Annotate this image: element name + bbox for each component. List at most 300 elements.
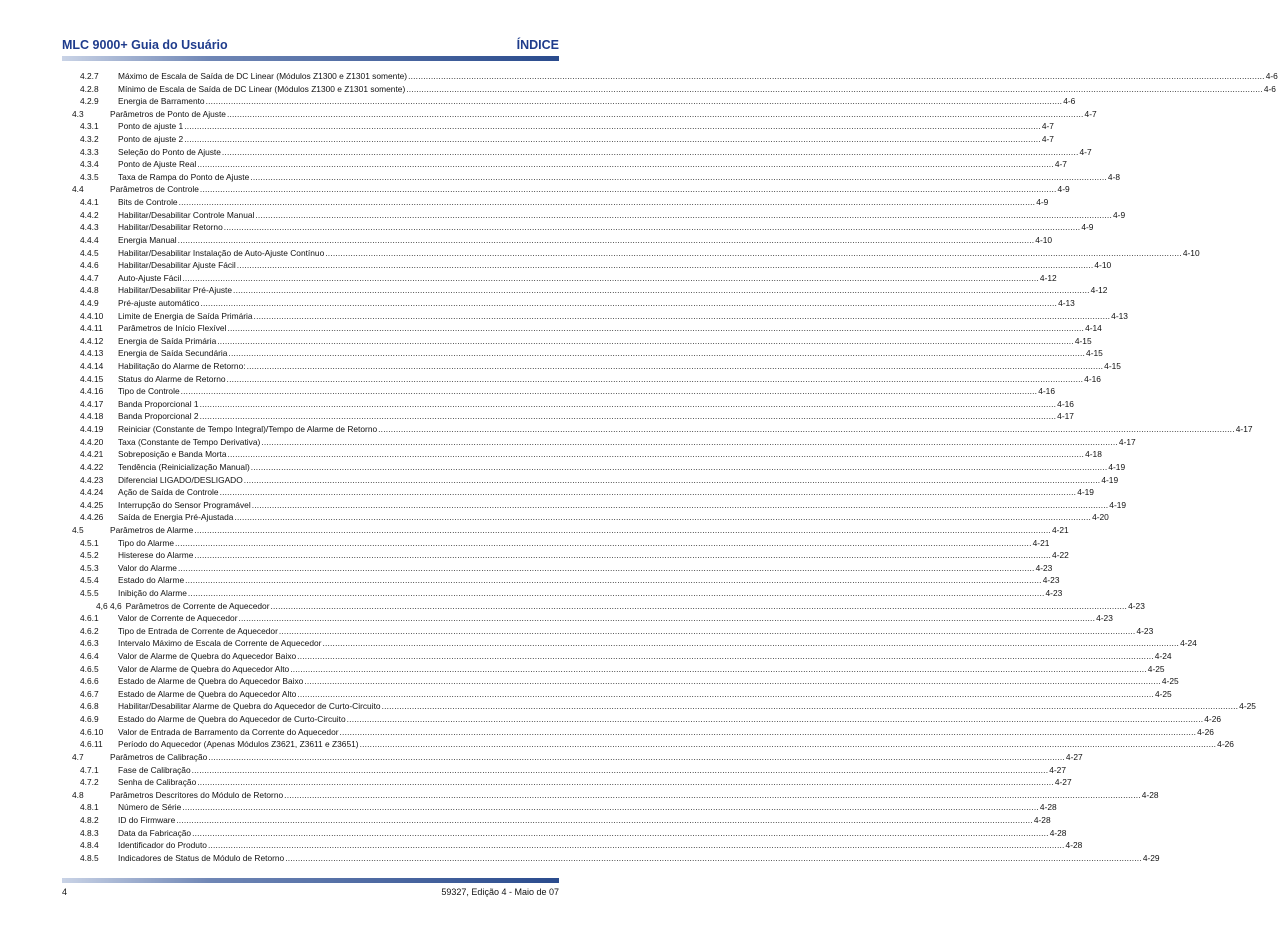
toc-entry-title: Pré-ajuste automático: [118, 297, 200, 308]
toc-entry-number: 4.6.7: [80, 688, 99, 699]
toc-entry-number: 4.6.3: [80, 638, 99, 649]
toc-entry-page: 4-19: [1108, 461, 1126, 472]
toc-entry-number: 4.4.10: [80, 310, 104, 321]
toc-entry-title: Estado do Alarme de Quebra do Aquecedor de Curto-Circuito: [118, 714, 346, 725]
toc-entry[interactable]: [62, 537, 1050, 550]
toc-entry-page: 4-9: [1057, 184, 1070, 195]
toc-entry[interactable]: [62, 801, 1057, 814]
toc-entry-page: 4-17: [1235, 424, 1253, 435]
toc-entry-page: 4-12: [1039, 272, 1057, 283]
toc-entry[interactable]: [62, 171, 1121, 184]
toc-entry-title: Habilitar/Desabilitar Controle Manual: [118, 209, 255, 220]
toc-leader-dots: [184, 133, 1041, 146]
toc-entry-title: Tipo de Entrada de Corrente de Aquecedor: [118, 625, 278, 636]
toc-entry-number: 4.5.1: [80, 537, 99, 548]
toc-entry[interactable]: [62, 574, 1060, 587]
toc-entry-number: 4.4.1: [80, 197, 99, 208]
toc-entry[interactable]: [62, 474, 1119, 487]
toc-entry[interactable]: [62, 789, 1159, 802]
toc-leader-dots: [284, 789, 1141, 802]
toc-leader-dots: [297, 650, 1154, 663]
toc-entry-number: 4.5.2: [80, 550, 99, 561]
toc-entry[interactable]: [62, 347, 1103, 360]
toc-entry-title: Seleção do Ponto de Ajuste: [118, 146, 221, 157]
toc-leader-dots: [194, 549, 1051, 562]
toc-leader-dots: [188, 587, 1045, 600]
toc-leader-dots: [382, 700, 1239, 713]
toc-entry-page: 4-16: [1057, 398, 1074, 409]
toc-entry[interactable]: [62, 360, 1121, 373]
toc-entry-title: Status do Alarme de Retorno: [118, 373, 226, 384]
toc-entry-number: 4.4.24: [80, 487, 104, 498]
toc-entry[interactable]: [62, 650, 1172, 663]
toc-entry-page: 4-7: [1041, 134, 1054, 145]
toc-leader-dots: [182, 801, 1039, 814]
toc-entry-number: 4.6.2: [80, 625, 99, 636]
toc-entry-page: 4-24: [1154, 651, 1172, 662]
toc-entry[interactable]: [62, 322, 1102, 335]
toc-entry-page: 4-25: [1154, 688, 1172, 699]
toc-entry-title: Interrupção do Sensor Programável: [118, 499, 251, 510]
toc-entry-title: Energia Manual: [118, 234, 177, 245]
toc-entry-number: 4.5: [72, 524, 84, 535]
toc-entry[interactable]: [62, 600, 1145, 613]
toc-entry-page: 4-23: [1042, 575, 1060, 586]
toc-entry-title: Data da Fabricação: [118, 827, 192, 838]
toc-entry-number: 4.6.8: [80, 701, 99, 712]
toc-entry-title: Indicadores de Status de Módulo de Retorno: [118, 852, 285, 863]
toc-leader-dots: [325, 247, 1182, 260]
toc-entry-number: 4.3.2: [80, 134, 99, 145]
toc-entry-page: 4-21: [1051, 524, 1069, 535]
toc-entry-title: Sobreposição e Banda Morta: [118, 449, 227, 460]
toc-entry-number: 4.6.11: [80, 739, 103, 750]
toc-entry-page: 4-27: [1065, 751, 1083, 762]
toc-entry[interactable]: [62, 511, 1109, 524]
toc-entry-page: 4-23: [1045, 587, 1063, 598]
toc-entry-number: 4.8.3: [80, 827, 99, 838]
toc-entry-page: 4-12: [1090, 285, 1108, 296]
toc-entry-title: Banda Proporcional 1: [118, 398, 199, 409]
toc-entry-number: 4.4.17: [80, 398, 104, 409]
toc-entry-number: 4.4.25: [80, 499, 104, 510]
toc-entry-page: 4-26: [1204, 714, 1222, 725]
toc-entry-title: Habilitar/Desabilitar Alarme de Quebra do Aquecedor de Curto-Circuito: [118, 701, 381, 712]
toc-entry[interactable]: [62, 827, 1067, 840]
toc-entry[interactable]: [62, 95, 1076, 108]
toc-entry-number: 4.4.19: [80, 424, 104, 435]
toc-entry-page: 4-25: [1161, 676, 1179, 687]
toc-entry[interactable]: [62, 625, 1154, 638]
toc-entry-number: 4.6.4: [80, 651, 99, 662]
toc-entry[interactable]: [62, 524, 1069, 537]
toc-leader-dots: [279, 625, 1136, 638]
toc-leader-dots: [378, 423, 1235, 436]
toc-entry[interactable]: [62, 196, 1049, 209]
toc-entry-page: 4-28: [1065, 840, 1083, 851]
toc-entry-page: 4-22: [1052, 550, 1069, 561]
toc-entry[interactable]: [62, 486, 1094, 499]
toc-entry[interactable]: [62, 297, 1075, 310]
toc-entry-title: Valor de Alarme de Quebra do Aquecedor Baixo: [118, 651, 297, 662]
toc-entry-page: 4-7: [1041, 121, 1054, 132]
toc-entry[interactable]: [62, 183, 1070, 196]
toc-entry[interactable]: [62, 70, 1278, 83]
toc-entry-page: 4-7: [1079, 146, 1092, 157]
toc-entry-page: 4-15: [1104, 361, 1121, 372]
toc-entry-number: 4.2.8: [80, 83, 99, 94]
toc-leader-dots: [360, 738, 1217, 751]
toc-entry-page: 4-26: [1197, 726, 1214, 737]
toc-entry-number: 4.4.15: [80, 373, 104, 384]
toc-entry-page: 4-13: [1111, 310, 1128, 321]
toc-entry[interactable]: [62, 410, 1074, 423]
toc-leader-dots: [222, 146, 1079, 159]
header-divider: [62, 56, 559, 61]
toc-entry-page: 4-23: [1096, 613, 1113, 624]
toc-leader-dots: [178, 562, 1035, 575]
toc-entry[interactable]: [62, 436, 1136, 449]
toc-entry[interactable]: [62, 146, 1092, 159]
toc-entry[interactable]: [62, 726, 1214, 739]
toc-entry[interactable]: [62, 83, 1276, 96]
document-title: MLC 9000+ Guia do Usuário: [62, 38, 228, 52]
toc-entry-number: 4.8.4: [80, 840, 99, 851]
section-title: ÍNDICE: [516, 38, 559, 52]
toc-entry-page: 4-17: [1057, 411, 1074, 422]
toc-entry-page: 4-28: [1033, 814, 1051, 825]
toc-entry-number: 4.6.6: [80, 676, 99, 687]
toc-entry[interactable]: [62, 247, 1200, 260]
toc-entry[interactable]: [62, 751, 1083, 764]
toc-entry-title: Mínimo de Escala de Saída de DC Linear (Módulos Z1300 e Z1301 somente): [118, 83, 406, 94]
toc-leader-dots: [176, 814, 1033, 827]
toc-entry-page: 4-25: [1239, 701, 1256, 712]
toc-leader-dots: [347, 713, 1204, 726]
toc-entry-title: Bits de Controle: [118, 197, 178, 208]
toc-entry-title: Fase de Calibração: [118, 764, 191, 775]
toc-entry[interactable]: [62, 448, 1102, 461]
toc-leader-dots: [206, 95, 1063, 108]
toc-entry-page: 4-9: [1113, 209, 1126, 220]
toc-leader-dots: [192, 764, 1049, 777]
toc-entry-number: 4.8.2: [80, 814, 99, 825]
toc-entry-page: 4-6: [1265, 71, 1278, 81]
toc-entry-number: 4.4.9: [80, 297, 99, 308]
toc-entry-number: 4.8.1: [80, 802, 99, 813]
toc-entry-number: 4,6 4,6: [96, 600, 122, 611]
toc-entry[interactable]: [62, 587, 1063, 600]
toc-entry[interactable]: [62, 310, 1128, 323]
toc-entry[interactable]: [62, 738, 1234, 751]
toc-entry-page: 4-15: [1086, 348, 1103, 359]
toc-leader-dots: [185, 574, 1042, 587]
toc-entry-title: Inibição do Alarme: [118, 587, 187, 598]
toc-leader-dots: [227, 373, 1084, 386]
toc-leader-dots: [227, 448, 1084, 461]
toc-entry-number: 4.4.20: [80, 436, 104, 447]
toc-entry[interactable]: [62, 284, 1108, 297]
toc-entry-title: Parâmetros de Controle: [110, 184, 199, 195]
toc-entry-title: Intervalo Máximo de Escala de Corrente de Aquecedor: [118, 638, 322, 649]
toc-entry-page: 4-8: [1107, 171, 1121, 182]
toc-entry-page: 4-23: [1035, 562, 1053, 573]
toc-leader-dots: [181, 385, 1038, 398]
toc-entry-page: 4-19: [1109, 499, 1127, 510]
toc-entry-number: 4.5.4: [80, 575, 99, 586]
toc-entry-title: Parâmetros de Calibração: [110, 751, 208, 762]
toc-entry-number: 4.6.9: [80, 714, 99, 725]
toc-entry-title: Habilitar/Desabilitar Retorno: [118, 222, 223, 233]
toc-entry-title: Reiniciar (Constante de Tempo Integral)/Tempo de Alarme de Retorno: [118, 424, 378, 435]
toc-entry[interactable]: [62, 764, 1066, 777]
toc-entry-page: 4-18: [1085, 449, 1102, 460]
toc-leader-dots: [197, 158, 1054, 171]
toc-entry-number: 4.4.16: [80, 386, 104, 397]
toc-entry-page: 4-13: [1058, 297, 1075, 308]
toc-entry-number: 4.6.5: [80, 663, 99, 674]
toc-entry[interactable]: [62, 398, 1074, 411]
toc-entry-number: 4.3.4: [80, 159, 99, 170]
toc-entry[interactable]: [62, 839, 1083, 852]
toc-entry-page: 4-24: [1180, 638, 1197, 649]
toc-entry[interactable]: [62, 423, 1253, 436]
toc-entry-page: 4-28: [1141, 789, 1159, 800]
toc-entry-page: 4-6: [1263, 83, 1276, 94]
toc-leader-dots: [178, 234, 1035, 247]
toc-entry-page: 4-21: [1032, 537, 1050, 548]
toc-leader-dots: [200, 410, 1057, 423]
toc-entry-page: 4-23: [1128, 600, 1145, 611]
toc-leader-dots: [406, 83, 1263, 96]
toc-leader-dots: [234, 511, 1091, 524]
toc-entry-number: 4.4.26: [80, 512, 104, 523]
toc-entry[interactable]: [62, 373, 1101, 386]
toc-entry-title: Taxa de Rampa do Ponto de Ajuste: [118, 171, 250, 182]
toc-entry-title: Auto-Ajuste Fácil: [118, 272, 182, 283]
toc-entry-page: 4-7: [1084, 108, 1097, 119]
toc-leader-dots: [182, 272, 1039, 285]
toc-entry[interactable]: [62, 158, 1067, 171]
toc-entry-title: Valor do Alarme: [118, 562, 177, 573]
toc-entry-number: 4.4.3: [80, 222, 99, 233]
toc-entry-number: 4.4.5: [80, 247, 99, 258]
toc-entry-page: 4-19: [1077, 487, 1094, 498]
toc-entry[interactable]: [62, 713, 1222, 726]
toc-entry[interactable]: [62, 814, 1051, 827]
toc-entry[interactable]: [62, 700, 1256, 713]
toc-entry-title: Habilitação do Alarme de Retorno:: [118, 361, 246, 372]
toc-entry-page: 4-19: [1101, 474, 1119, 485]
toc-entry-title: Estado de Alarme de Quebra do Aquecedor Alto: [118, 688, 297, 699]
toc-entry-title: Energia de Barramento: [118, 96, 205, 107]
toc-entry-number: 4.4.6: [80, 260, 99, 271]
toc-leader-dots: [340, 726, 1197, 739]
toc-entry-title: Saída de Energia Pré-Ajustada: [118, 512, 234, 523]
toc-leader-dots: [200, 398, 1057, 411]
toc-entry-title: Energia de Saída Secundária: [118, 348, 228, 359]
toc-entry-number: 4.4.14: [80, 361, 104, 372]
toc-entry[interactable]: [62, 272, 1057, 285]
toc-entry-number: 4.7.1: [80, 764, 99, 775]
toc-leader-dots: [233, 284, 1090, 297]
toc-entry[interactable]: [62, 234, 1053, 247]
toc-entry[interactable]: [62, 663, 1165, 676]
toc-entry-number: 4.3.5: [80, 171, 99, 182]
toc-entry-title: Parâmetros de Início Flexível: [118, 323, 227, 334]
toc-entry-page: 4-6: [1063, 96, 1076, 107]
toc-entry[interactable]: [62, 133, 1054, 146]
toc-entry-title: Ponto de ajuste 2: [118, 134, 184, 145]
toc-entry-page: 4-28: [1039, 802, 1057, 813]
toc-leader-dots: [239, 612, 1096, 625]
toc-leader-dots: [200, 183, 1057, 196]
toc-entry-page: 4-16: [1038, 386, 1055, 397]
toc-leader-dots: [237, 259, 1094, 272]
toc-entry-title: Limite de Energia de Saída Primária: [118, 310, 253, 321]
toc-entry-number: 4.4.21: [80, 449, 104, 460]
toc-entry-page: 4-20: [1092, 512, 1109, 523]
toc-leader-dots: [200, 297, 1057, 310]
toc-entry[interactable]: [62, 461, 1126, 474]
toc-entry[interactable]: [62, 108, 1097, 121]
toc-entry-title: Senha de Calibração: [118, 777, 197, 788]
toc-leader-dots: [184, 120, 1041, 133]
toc-entry-number: 4.2.9: [80, 96, 99, 107]
toc-entry-number: 4.4.4: [80, 234, 99, 245]
toc-leader-dots: [175, 537, 1032, 550]
toc-entry-title: Parâmetros de Alarme: [110, 524, 194, 535]
toc-entry-page: 4-17: [1118, 436, 1136, 447]
toc-entry-title: Período do Aquecedor (Apenas Módulos Z3621, Z3611 e Z3651): [118, 739, 359, 750]
toc-leader-dots: [254, 310, 1111, 323]
toc-entry-page: 4-15: [1074, 335, 1092, 346]
toc-leader-dots: [227, 108, 1084, 121]
toc-entry-number: 4.4.22: [80, 461, 104, 472]
toc-entry-title: Número de Série: [118, 802, 182, 813]
toc-leader-dots: [251, 461, 1108, 474]
toc-entry-title: Ponto de ajuste 1: [118, 121, 184, 132]
toc-entry-title: Estado de Alarme de Quebra do Aquecedor Baixo: [118, 676, 304, 687]
toc-entry[interactable]: [62, 612, 1113, 625]
toc-entry-number: 4.7.2: [80, 777, 99, 788]
toc-entry-number: 4.2.7: [80, 71, 99, 81]
toc-entry-number: 4.4.7: [80, 272, 99, 283]
toc-entry-page: 4-27: [1054, 777, 1072, 788]
toc-leader-dots: [297, 688, 1154, 701]
toc-entry-title: Habilitar/Desabilitar Instalação de Auto-Ajuste Contínuo: [118, 247, 325, 258]
toc-entry-title: Tipo de Controle: [118, 386, 180, 397]
toc-entry-title: ID do Firmware: [118, 814, 176, 825]
toc-entry-number: 4.4.11: [80, 323, 103, 334]
toc-entry-title: Ação de Saída de Controle: [118, 487, 219, 498]
toc-entry[interactable]: [62, 776, 1072, 789]
toc-entry-page: 4-29: [1142, 852, 1160, 863]
toc-entry[interactable]: [62, 120, 1054, 133]
toc-entry-number: 4.6.1: [80, 613, 99, 624]
toc-entry-number: 4.3.3: [80, 146, 99, 157]
toc-entry-number: 4.3.1: [80, 121, 99, 132]
toc-entry-number: 4.4.18: [80, 411, 104, 422]
toc-entry-page: 4-26: [1217, 739, 1234, 750]
toc-entry-title: Estado do Alarme: [118, 575, 185, 586]
toc-leader-dots: [208, 751, 1065, 764]
document-info: 59327, Edição 4 - Maio de 07: [441, 887, 559, 897]
toc-leader-dots: [250, 171, 1107, 184]
toc-entry-number: 4.4.13: [80, 348, 104, 359]
toc-entry[interactable]: [62, 549, 1069, 562]
toc-entry-page: 4-16: [1084, 373, 1101, 384]
toc-entry-number: 4.3: [72, 108, 84, 119]
toc-entry-number: 4.4.12: [80, 335, 104, 346]
toc-entry[interactable]: [62, 562, 1053, 575]
toc-leader-dots: [252, 499, 1109, 512]
toc-leader-dots: [408, 70, 1265, 83]
toc-entry-page: 4-9: [1081, 222, 1094, 233]
toc-leader-dots: [194, 524, 1051, 537]
toc-entry-title: Banda Proporcional 2: [118, 411, 199, 422]
toc-entry-title: Identificador do Produto: [118, 840, 207, 851]
toc-entry[interactable]: [62, 209, 1126, 222]
toc-entry-page: 4-14: [1085, 323, 1102, 334]
toc-entry-number: 4.8.5: [80, 852, 99, 863]
toc-entry[interactable]: [62, 259, 1112, 272]
toc-leader-dots: [270, 600, 1127, 613]
toc-leader-dots: [192, 827, 1049, 840]
toc-entry-page: 4-25: [1147, 663, 1165, 674]
table-of-contents: [62, 70, 1278, 864]
toc-leader-dots: [227, 322, 1084, 335]
toc-entry-page: 4-23: [1136, 625, 1154, 636]
toc-entry-title: Valor de Alarme de Quebra do Aquecedor Alto: [118, 663, 290, 674]
toc-entry-title: Máximo de Escala de Saída de DC Linear (Módulos Z1300 e Z1301 somente): [118, 71, 408, 81]
toc-entry-page: 4-10: [1035, 234, 1053, 245]
toc-leader-dots: [228, 347, 1085, 360]
toc-leader-dots: [290, 663, 1147, 676]
toc-entry-title: Parâmetros de Corrente de Aquecedor: [125, 600, 270, 611]
toc-entry-title: Diferencial LIGADO/DESLIGADO: [118, 474, 243, 485]
toc-entry-page: 4-9: [1036, 197, 1049, 208]
toc-entry-title: Tipo do Alarme: [118, 537, 175, 548]
toc-entry-number: 4.5.5: [80, 587, 99, 598]
toc-entry[interactable]: [62, 385, 1055, 398]
toc-leader-dots: [217, 335, 1074, 348]
toc-entry[interactable]: [62, 688, 1172, 701]
toc-entry-page: 4-28: [1049, 827, 1067, 838]
toc-entry[interactable]: [62, 852, 1160, 865]
toc-entry[interactable]: [62, 499, 1127, 512]
toc-leader-dots: [261, 436, 1118, 449]
toc-entry-title: Habilitar/Desabilitar Ajuste Fácil: [118, 260, 236, 271]
toc-entry-number: 4.4.8: [80, 285, 99, 296]
toc-entry-number: 4.6.10: [80, 726, 104, 737]
footer-divider: [62, 878, 559, 883]
toc-leader-dots: [244, 474, 1101, 487]
toc-leader-dots: [247, 360, 1104, 373]
toc-entry-page: 4-7: [1054, 159, 1067, 170]
toc-entry[interactable]: [62, 675, 1179, 688]
toc-entry[interactable]: [62, 637, 1197, 650]
toc-entry-title: Tendência (Reinicialização Manual): [118, 461, 250, 472]
toc-entry[interactable]: [62, 335, 1092, 348]
toc-entry[interactable]: [62, 221, 1094, 234]
toc-entry-title: Histerese do Alarme: [118, 550, 194, 561]
toc-leader-dots: [304, 675, 1161, 688]
toc-entry-title: Energia de Saída Primária: [118, 335, 217, 346]
toc-entry-title: Habilitar/Desabilitar Pré-Ajuste: [118, 285, 233, 296]
toc-leader-dots: [208, 839, 1065, 852]
toc-entry-title: Parâmetros de Ponto de Ajuste: [110, 108, 226, 119]
